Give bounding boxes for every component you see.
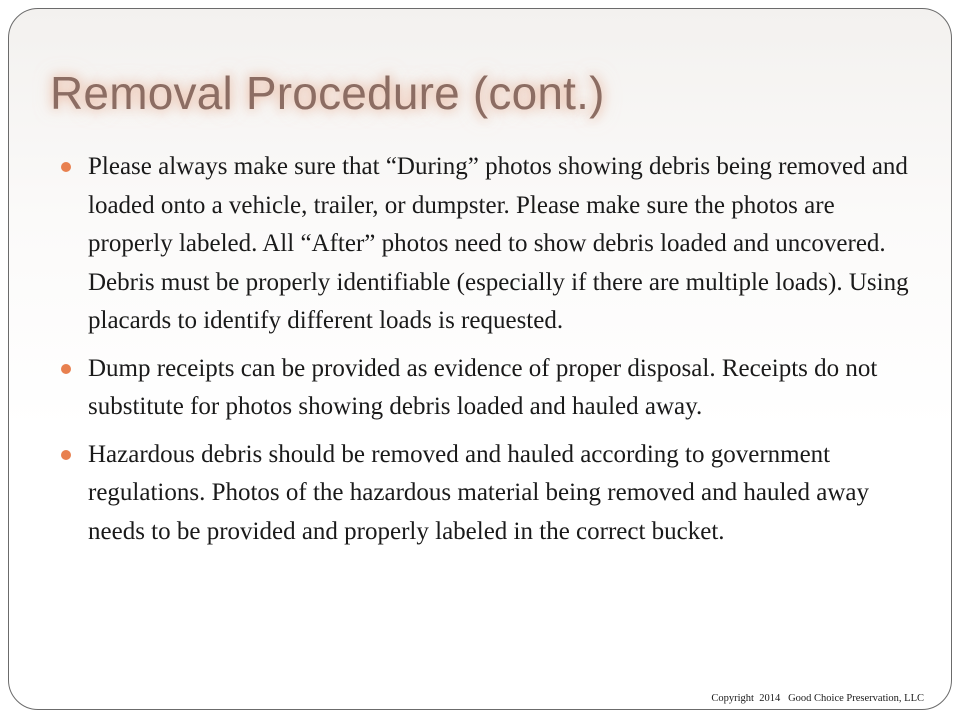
bullet-dot-icon — [61, 162, 71, 172]
bullet-text: Please always make sure that “During” photos showing debris being removed and loaded onto a vehicle, trailer, or dumpster. Please make sure the photos are properly labeled. All “After” photos need to show debris loaded and uncovered. Debris must be properly identifiable (especially if there are multiple loads). Using placards to identify different loads is requested. — [88, 153, 909, 334]
copyright-footer: Copyright 2014 Good Choice Preservation, LLC — [711, 693, 924, 704]
bullet-item — [61, 148, 921, 341]
bullet-dot-icon — [61, 450, 71, 460]
bullet-list — [61, 148, 921, 560]
slide-title: Removal Procedure (cont.) — [50, 67, 605, 119]
bullet-dot-icon — [61, 364, 71, 374]
bullet-item — [61, 436, 921, 552]
bullet-text: Dump receipts can be provided as evidence of proper disposal. Receipts do not substitute for photos showing debris loaded and hauled away. — [88, 354, 878, 420]
bullet-text: Hazardous debris should be removed and hauled according to government regulations. Photos of the hazardous material being removed and hauled away needs to be provided and properly labeled in the correct bucket. — [88, 440, 870, 545]
bullet-item — [61, 350, 921, 427]
